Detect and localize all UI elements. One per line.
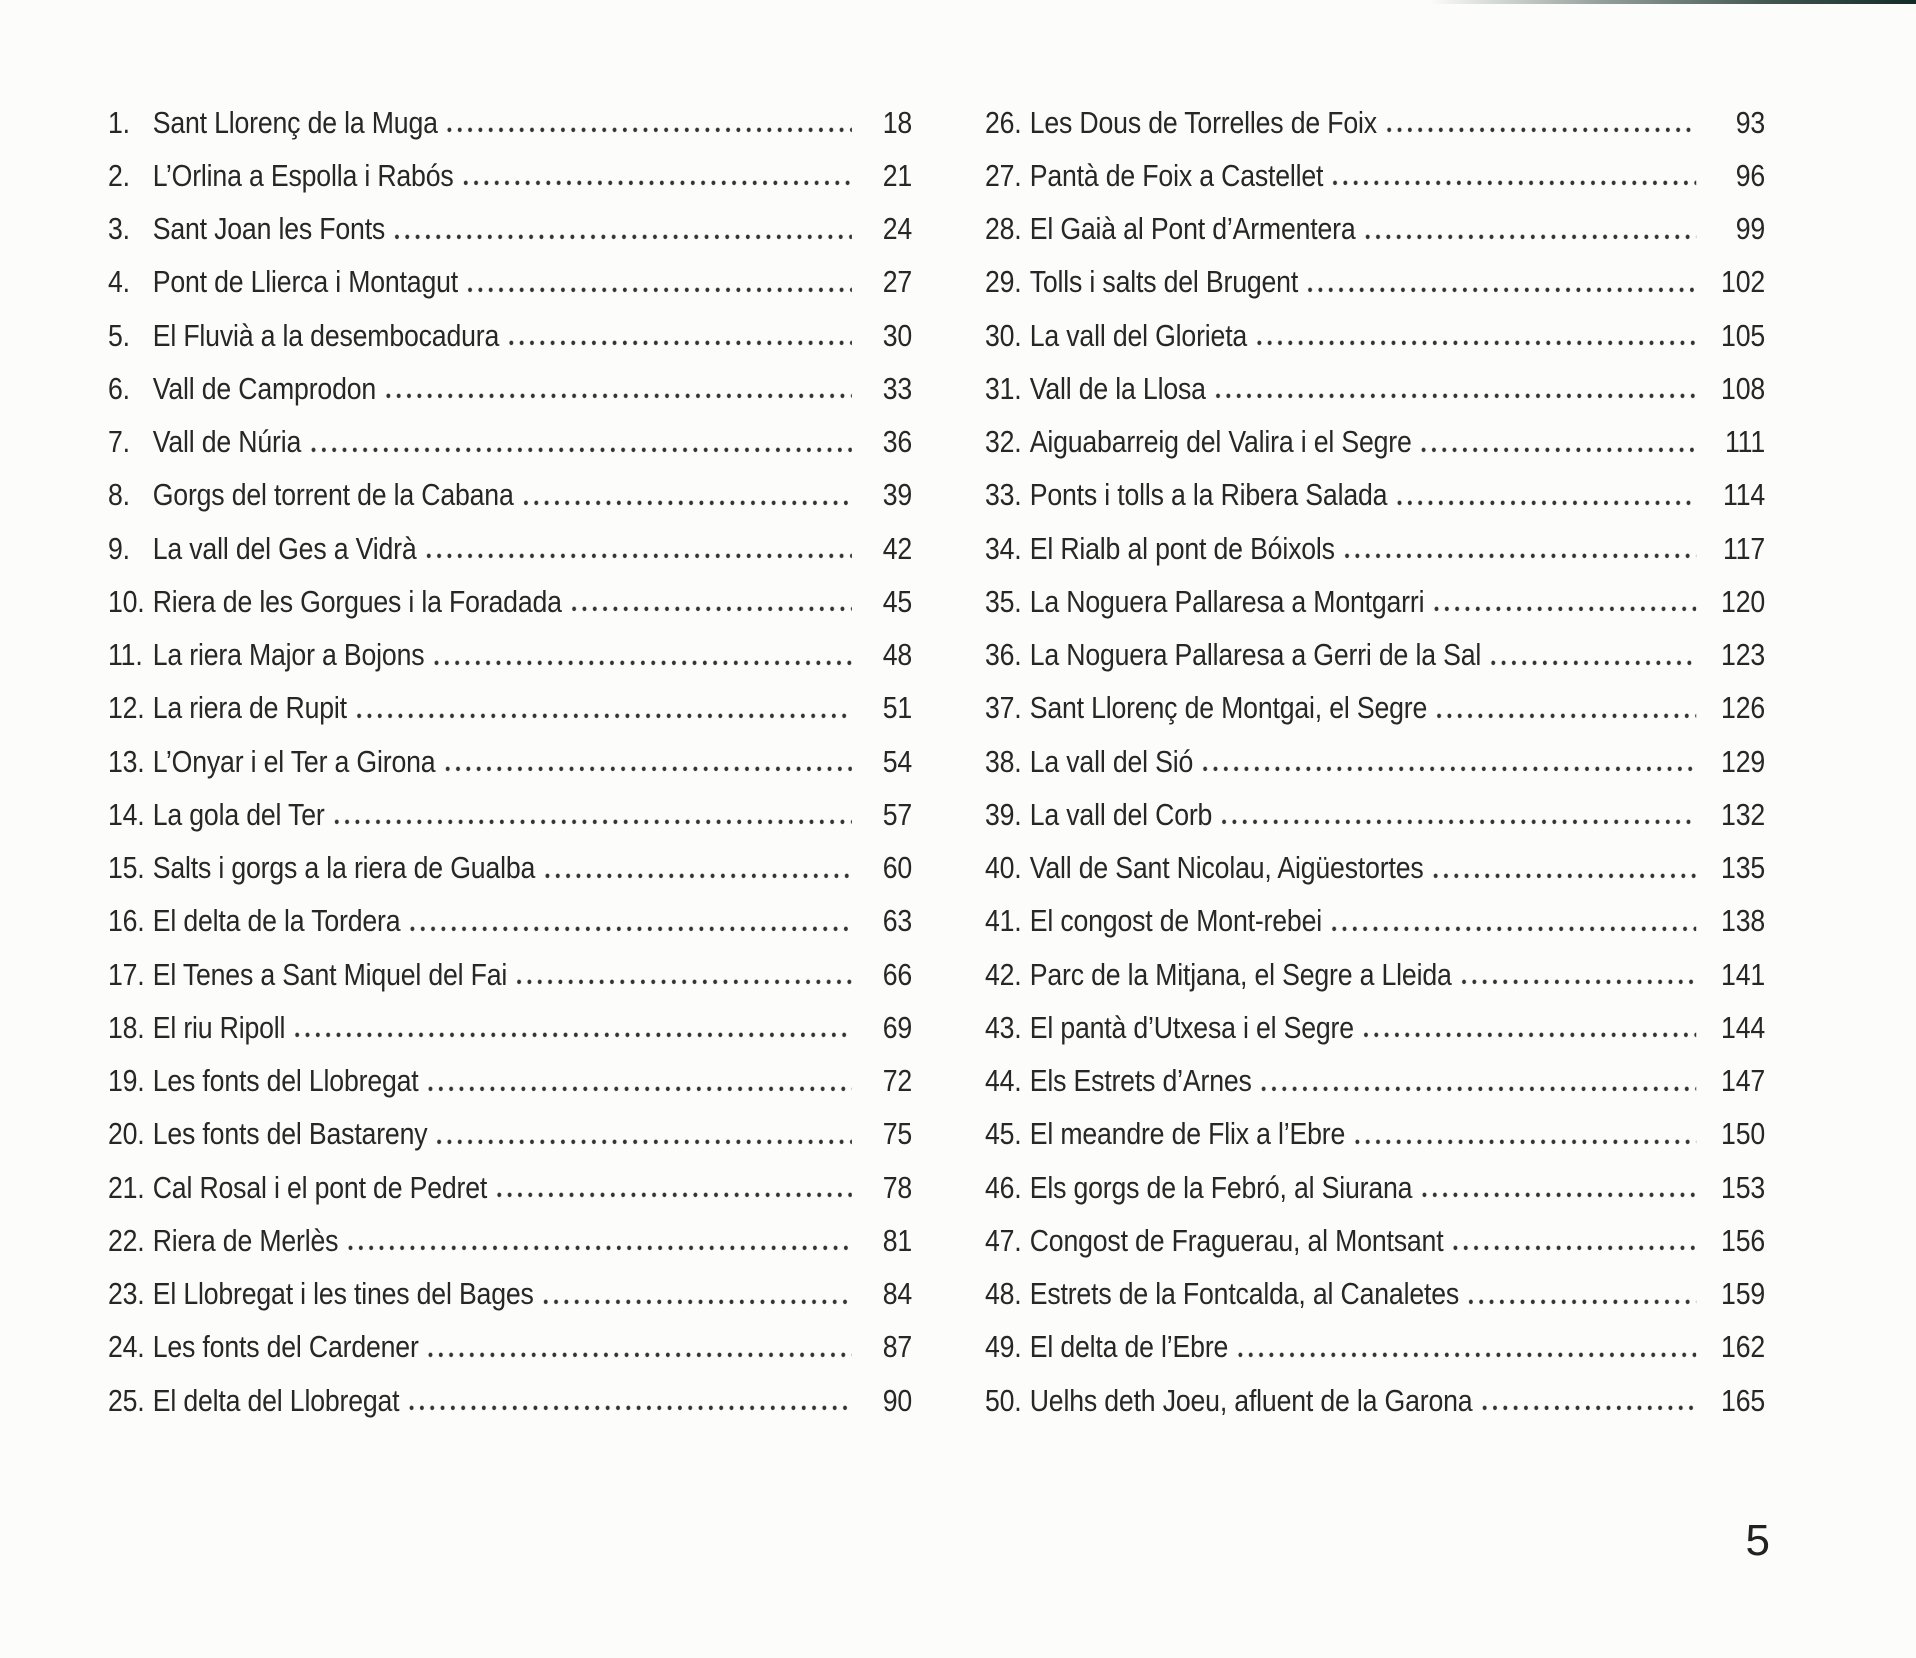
entry-title: Salts i gorgs a la riera de Gualba	[152, 850, 536, 886]
toc-entry	[108, 735, 912, 788]
entry-number: 24.	[108, 1329, 145, 1365]
dotted-leader	[1431, 842, 1696, 895]
toc-entry	[985, 203, 1765, 256]
dotted-leader	[408, 895, 852, 948]
entry-number: 28.	[985, 211, 1022, 247]
entry-number: 41.	[985, 903, 1022, 939]
dotted-leader	[443, 735, 852, 788]
entry-page-number: 42	[882, 530, 913, 566]
entry-page-number: 27	[882, 264, 913, 300]
entry-page-number: 63	[882, 903, 913, 939]
dotted-leader	[495, 1161, 852, 1214]
toc-entry	[108, 1321, 912, 1374]
toc-entry	[985, 522, 1765, 575]
entry-page-number: 96	[1735, 157, 1766, 193]
entry-page-number: 99	[1735, 211, 1766, 247]
page-number: 5	[1745, 1516, 1770, 1565]
entry-page-number: 138	[1721, 903, 1766, 939]
toc-entry	[985, 1214, 1765, 1267]
entry-page-number: 156	[1721, 1222, 1766, 1258]
entry-page-number: 24	[882, 211, 913, 247]
entry-page-number: 105	[1721, 317, 1766, 353]
entry-page-number: 132	[1721, 796, 1766, 832]
entry-number: 36.	[985, 637, 1022, 673]
entry-title: La vall del Glorieta	[1029, 317, 1248, 353]
dotted-leader	[346, 1214, 852, 1267]
dotted-leader	[1255, 309, 1696, 362]
entry-number: 12.	[108, 690, 145, 726]
dotted-leader	[1236, 1321, 1696, 1374]
entry-title: Vall de Núria	[152, 424, 302, 460]
dotted-leader	[541, 1268, 851, 1321]
entry-title: La riera Major a Bojons	[152, 637, 425, 673]
dotted-leader	[461, 149, 852, 202]
entry-number: 35.	[985, 583, 1022, 619]
entry-title: Les fonts del Llobregat	[152, 1063, 419, 1099]
entry-title: Ponts i tolls a la Ribera Salada	[1029, 477, 1388, 513]
entry-page-number: 111	[1725, 424, 1766, 460]
entry-title: Estrets de la Fontcalda, al Canaletes	[1029, 1276, 1460, 1312]
entry-title: Sant Llorenç de Montgai, el Segre	[1029, 690, 1428, 726]
entry-page-number: 18	[882, 104, 913, 140]
entry-title: Les fonts del Bastareny	[152, 1116, 428, 1152]
toc-entry	[108, 309, 912, 362]
entry-page-number: 60	[882, 850, 913, 886]
entry-title: El delta de l’Ebre	[1029, 1329, 1229, 1365]
entry-page-number: 150	[1721, 1116, 1766, 1152]
dotted-leader	[1459, 948, 1696, 1001]
entry-page-number: 48	[882, 637, 913, 673]
entry-number: 30.	[985, 317, 1022, 353]
dotted-leader	[384, 362, 852, 415]
entry-number: 6.	[108, 370, 130, 406]
entry-title: Els Estrets d’Arnes	[1029, 1063, 1252, 1099]
toc-entry	[985, 629, 1765, 682]
toc-entry	[985, 256, 1765, 309]
entry-number: 49.	[985, 1329, 1022, 1365]
dotted-leader	[1489, 629, 1696, 682]
entry-title: El riu Ripoll	[152, 1009, 286, 1045]
toc-entry	[108, 1161, 912, 1214]
toc-entry	[108, 203, 912, 256]
dotted-leader	[515, 948, 852, 1001]
entry-number: 31.	[985, 370, 1022, 406]
entry-page-number: 114	[1723, 477, 1766, 513]
entry-number: 16.	[108, 903, 145, 939]
toc-entry	[108, 682, 912, 735]
toc-entry	[108, 1108, 912, 1161]
toc-entry	[985, 416, 1765, 469]
entry-page-number: 33	[882, 370, 913, 406]
dotted-leader	[507, 309, 852, 362]
entry-number: 9.	[108, 530, 130, 566]
entry-number: 50.	[985, 1382, 1022, 1418]
toc-entry	[985, 1001, 1765, 1054]
dotted-leader	[543, 842, 852, 895]
entry-title: La Noguera Pallaresa a Montgarri	[1029, 583, 1425, 619]
entry-number: 34.	[985, 530, 1022, 566]
toc-entry	[985, 682, 1765, 735]
entry-title: Les fonts del Cardener	[152, 1329, 419, 1365]
entry-number: 37.	[985, 690, 1022, 726]
entry-page-number: 123	[1721, 637, 1766, 673]
entry-title: Aiguabarreig del Valira i el Segre	[1029, 424, 1412, 460]
dotted-leader	[407, 1374, 852, 1427]
entry-number: 19.	[108, 1063, 145, 1099]
entry-number: 22.	[108, 1222, 145, 1258]
entry-page-number: 75	[882, 1116, 913, 1152]
toc-entry	[108, 256, 912, 309]
dotted-leader	[293, 1001, 852, 1054]
entry-title: Congost de Fraguerau, al Montsant	[1029, 1222, 1444, 1258]
entry-title: Cal Rosal i el pont de Pedret	[152, 1169, 488, 1205]
entry-page-number: 129	[1721, 743, 1766, 779]
dotted-leader	[426, 1321, 851, 1374]
entry-title: L’Onyar i el Ter a Girona	[152, 743, 436, 779]
entry-title: L’Orlina a Espolla i Rabós	[152, 157, 454, 193]
toc-entry	[985, 1108, 1765, 1161]
entry-title: La gola del Ter	[152, 796, 325, 832]
entry-number: 33.	[985, 477, 1022, 513]
entry-title: Gorgs del torrent de la Cabana	[152, 477, 514, 513]
dotted-leader	[1395, 469, 1696, 522]
toc-entry	[108, 575, 912, 628]
entry-page-number: 69	[882, 1009, 913, 1045]
entry-page-number: 36	[882, 424, 913, 460]
entry-page-number: 102	[1721, 264, 1766, 300]
toc-entry	[108, 1055, 912, 1108]
entry-number: 25.	[108, 1382, 145, 1418]
entry-page-number: 72	[882, 1063, 913, 1099]
toc-entry	[108, 416, 912, 469]
toc-entry	[985, 469, 1765, 522]
entry-page-number: 54	[882, 743, 913, 779]
toc-entry	[108, 1374, 912, 1427]
entry-title: El Fluvià a la desembocadura	[152, 317, 500, 353]
entry-title: El delta de la Tordera	[152, 903, 401, 939]
dotted-leader	[1467, 1268, 1696, 1321]
entry-number: 17.	[108, 956, 145, 992]
entry-title: El Llobregat i les tines del Bages	[152, 1276, 534, 1312]
entry-title: Els gorgs de la Febró, al Siurana	[1029, 1169, 1413, 1205]
dotted-leader	[1420, 1161, 1696, 1214]
entry-number: 23.	[108, 1276, 145, 1312]
entry-title: Sant Llorenç de la Muga	[152, 104, 438, 140]
entry-page-number: 153	[1721, 1169, 1766, 1205]
toc-entry	[108, 522, 912, 575]
dotted-leader	[1220, 788, 1696, 841]
entry-number: 44.	[985, 1063, 1022, 1099]
dotted-leader	[1259, 1055, 1696, 1108]
entry-page-number: 147	[1721, 1063, 1766, 1099]
entry-number: 38.	[985, 743, 1022, 779]
entry-title: Pantà de Foix a Castellet	[1029, 157, 1324, 193]
toc-column-left	[108, 96, 912, 1427]
dotted-leader	[521, 469, 852, 522]
dotted-leader	[1306, 256, 1696, 309]
toc-entry	[985, 96, 1765, 149]
entry-number: 32.	[985, 424, 1022, 460]
dotted-leader	[432, 629, 852, 682]
toc-entry	[985, 362, 1765, 415]
toc-entry	[108, 1268, 912, 1321]
entry-page-number: 30	[882, 317, 913, 353]
entry-number: 2.	[108, 157, 130, 193]
dotted-leader	[426, 1055, 852, 1108]
dotted-leader	[332, 788, 852, 841]
entry-title: La vall del Corb	[1029, 796, 1213, 832]
dotted-leader	[466, 256, 852, 309]
toc-entry	[108, 362, 912, 415]
entry-page-number: 21	[882, 157, 913, 193]
entry-number: 48.	[985, 1276, 1022, 1312]
entry-page-number: 117	[1723, 530, 1766, 566]
entry-number: 15.	[108, 850, 145, 886]
entry-title: Vall de Sant Nicolau, Aigüestortes	[1029, 850, 1424, 886]
dotted-leader	[1432, 575, 1696, 628]
toc-entry	[985, 149, 1765, 202]
entry-page-number: 78	[882, 1169, 913, 1205]
dotted-leader	[1363, 203, 1696, 256]
toc-entry	[108, 788, 912, 841]
toc-entry	[985, 575, 1765, 628]
dotted-leader	[355, 682, 852, 735]
entry-title: Riera de Merlès	[152, 1222, 339, 1258]
toc-entry	[985, 1161, 1765, 1214]
toc-entry	[108, 149, 912, 202]
dotted-leader	[435, 1108, 852, 1161]
entry-title: El Gaià al Pont d’Armentera	[1029, 211, 1356, 247]
entry-title: Sant Joan les Fonts	[152, 211, 386, 247]
toc-entry	[985, 1055, 1765, 1108]
entry-title: Riera de les Gorgues i la Foradada	[152, 583, 562, 619]
entry-title: El Rialb al pont de Bóixols	[1029, 530, 1335, 566]
dotted-leader	[1201, 735, 1696, 788]
entry-page-number: 120	[1721, 583, 1766, 619]
entry-title: Vall de la Llosa	[1029, 370, 1206, 406]
dotted-leader	[393, 203, 852, 256]
entry-number: 10.	[108, 583, 145, 619]
entry-number: 42.	[985, 956, 1022, 992]
entry-title: Pont de Llierca i Montagut	[152, 264, 458, 300]
entry-number: 40.	[985, 850, 1022, 886]
entry-number: 20.	[108, 1116, 145, 1152]
entry-title: El congost de Mont-rebei	[1029, 903, 1322, 939]
entry-number: 39.	[985, 796, 1022, 832]
toc-entry	[985, 1321, 1765, 1374]
entry-title: El Tenes a Sant Miquel del Fai	[152, 956, 508, 992]
dotted-leader	[1385, 96, 1697, 149]
toc-entry	[985, 895, 1765, 948]
dotted-leader	[1343, 522, 1697, 575]
toc-entry	[985, 735, 1765, 788]
entry-number: 1.	[108, 104, 130, 140]
dotted-leader	[1362, 1001, 1697, 1054]
entry-number: 43.	[985, 1009, 1022, 1045]
entry-number: 5.	[108, 317, 130, 353]
entry-number: 27.	[985, 157, 1022, 193]
toc-entry	[985, 842, 1765, 895]
entry-number: 3.	[108, 211, 130, 247]
toc-entry	[108, 895, 912, 948]
entry-title: Uelhs deth Joeu, afluent de la Garona	[1029, 1382, 1473, 1418]
entry-page-number: 159	[1721, 1276, 1766, 1312]
dotted-leader	[1214, 362, 1697, 415]
toc-entry	[108, 469, 912, 522]
entry-title: El pantà d’Utxesa i el Segre	[1029, 1009, 1354, 1045]
entry-title: El delta del Llobregat	[152, 1382, 400, 1418]
entry-page-number: 135	[1721, 850, 1766, 886]
entry-number: 8.	[108, 477, 130, 513]
entry-page-number: 144	[1721, 1009, 1766, 1045]
dotted-leader	[1330, 895, 1696, 948]
dotted-leader	[1419, 416, 1696, 469]
dotted-leader	[1451, 1214, 1696, 1267]
entry-title: Parc de la Mitjana, el Segre a Lleida	[1029, 956, 1452, 992]
entry-number: 4.	[108, 264, 130, 300]
dotted-leader	[570, 575, 852, 628]
dotted-leader	[446, 96, 852, 149]
dotted-leader	[1480, 1374, 1696, 1427]
dotted-leader	[424, 522, 852, 575]
entry-number: 29.	[985, 264, 1022, 300]
entry-title: El meandre de Flix a l’Ebre	[1029, 1116, 1346, 1152]
entry-number: 47.	[985, 1222, 1022, 1258]
dotted-leader	[1331, 149, 1696, 202]
toc-entry	[985, 788, 1765, 841]
toc-entry	[108, 96, 912, 149]
entry-page-number: 141	[1721, 956, 1766, 992]
toc-entry	[108, 1214, 912, 1267]
entry-number: 14.	[108, 796, 145, 832]
entry-title: Tolls i salts del Brugent	[1029, 264, 1299, 300]
entry-page-number: 51	[882, 690, 913, 726]
toc-entry	[985, 948, 1765, 1001]
entry-page-number: 45	[882, 583, 913, 619]
entry-page-number: 57	[882, 796, 913, 832]
entry-page-number: 84	[882, 1276, 913, 1312]
entry-number: 21.	[108, 1169, 145, 1205]
toc-entry	[108, 842, 912, 895]
entry-page-number: 81	[882, 1222, 913, 1258]
toc-entry	[108, 948, 912, 1001]
entry-title: La Noguera Pallaresa a Gerri de la Sal	[1029, 637, 1482, 673]
entry-number: 11.	[108, 637, 143, 673]
entry-page-number: 165	[1721, 1382, 1766, 1418]
entry-page-number: 39	[882, 477, 913, 513]
page-scan-edge	[1430, 0, 1916, 4]
toc-column-right	[985, 96, 1765, 1427]
toc-entry	[985, 309, 1765, 362]
entry-page-number: 162	[1721, 1329, 1766, 1365]
entry-number: 46.	[985, 1169, 1022, 1205]
toc-entry	[985, 1268, 1765, 1321]
entry-title: La riera de Rupit	[152, 690, 347, 726]
toc-entry	[108, 629, 912, 682]
entry-page-number: 93	[1735, 104, 1766, 140]
entry-title: Vall de Camprodon	[152, 370, 377, 406]
dotted-leader	[1435, 682, 1696, 735]
entry-title: La vall del Ges a Vidrà	[152, 530, 417, 566]
entry-page-number: 90	[882, 1382, 913, 1418]
entry-title: La vall del Sió	[1029, 743, 1194, 779]
entry-number: 13.	[108, 743, 145, 779]
toc-entry	[108, 1001, 912, 1054]
entry-number: 26.	[985, 104, 1022, 140]
dotted-leader	[1353, 1108, 1696, 1161]
entry-page-number: 126	[1721, 690, 1766, 726]
entry-page-number: 66	[882, 956, 913, 992]
entry-number: 7.	[108, 424, 130, 460]
entry-page-number: 87	[882, 1329, 913, 1365]
entry-page-number: 108	[1721, 370, 1766, 406]
entry-number: 45.	[985, 1116, 1022, 1152]
dotted-leader	[309, 416, 852, 469]
toc-entry	[985, 1374, 1765, 1427]
entry-number: 18.	[108, 1009, 145, 1045]
entry-title: Les Dous de Torrelles de Foix	[1029, 104, 1377, 140]
